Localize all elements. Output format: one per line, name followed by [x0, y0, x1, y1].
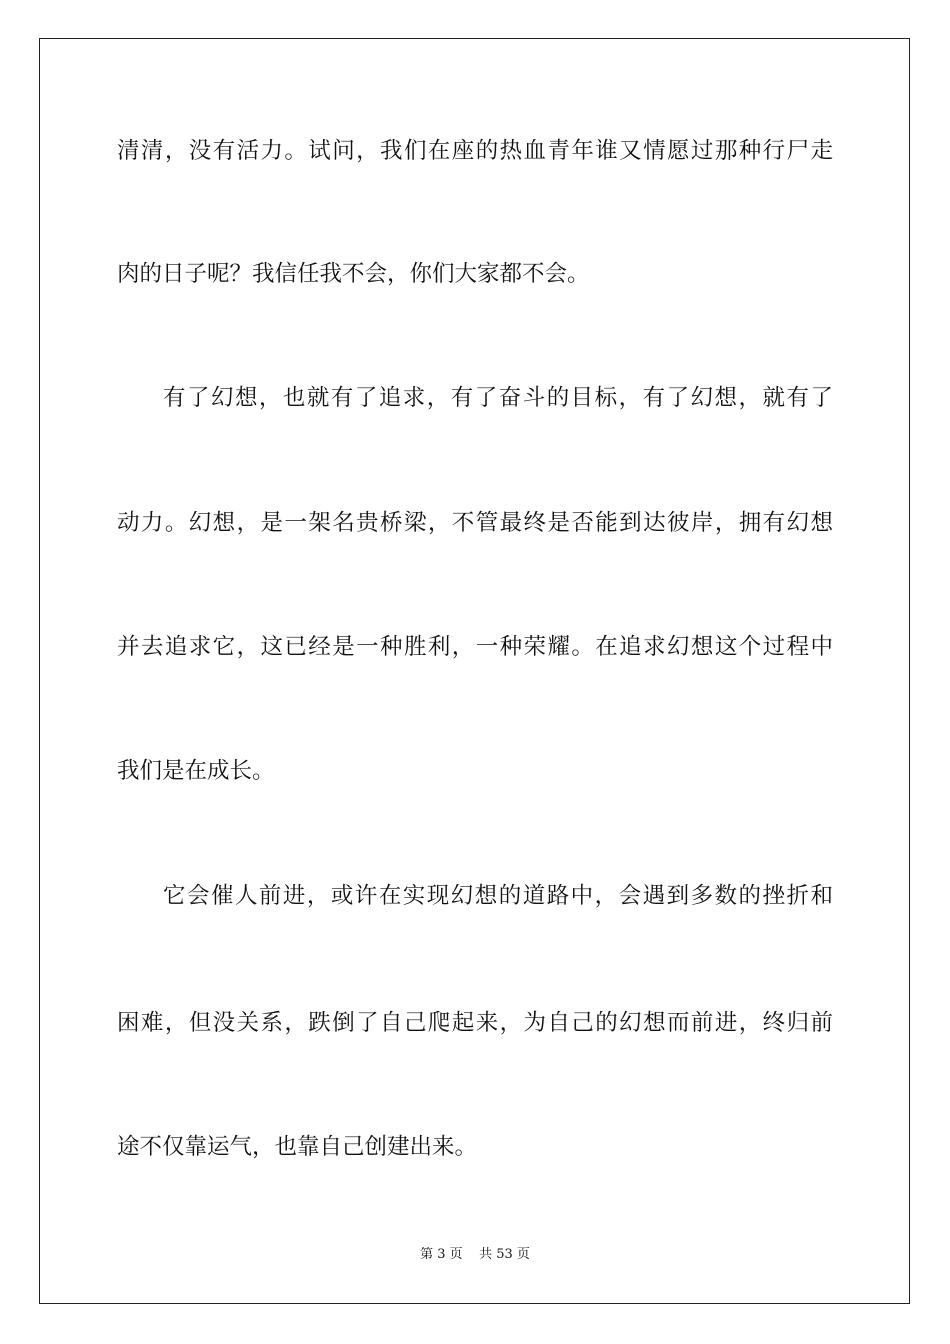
text-line-6: 我们是在成长。 — [117, 758, 275, 784]
text-line-4: 动力。幻想，是一架名贵桥梁，不管最终是否能到达彼岸，拥有幻想 — [117, 510, 833, 536]
text-line-3: 有了幻想，也就有了追求，有了奋斗的目标，有了幻想，就有了 — [163, 385, 833, 411]
text-line-5: 并去追求它，这已经是一种胜利，一种荣耀。在追求幻想这个过程中 — [117, 634, 833, 660]
text-line-8: 困难，但没关系，跌倒了自己爬起来，为自己的幻想而前进，终归前 — [117, 1010, 833, 1036]
text-line-7: 它会催人前进，或许在实现幻想的道路中，会遇到多数的挫折和 — [163, 883, 833, 909]
text-line-1: 清清，没有活力。试问，我们在座的热血青年谁又情愿过那种行尸走 — [117, 138, 833, 164]
page-number-footer: 第 3 页 共 53 页 — [420, 1247, 530, 1262]
page-border — [39, 38, 910, 1304]
text-line-9: 途不仅靠运气，也靠自己创建出来。 — [117, 1134, 478, 1160]
text-line-2: 肉的日子呢？我信任我不会，你们大家都不会。 — [117, 261, 590, 287]
